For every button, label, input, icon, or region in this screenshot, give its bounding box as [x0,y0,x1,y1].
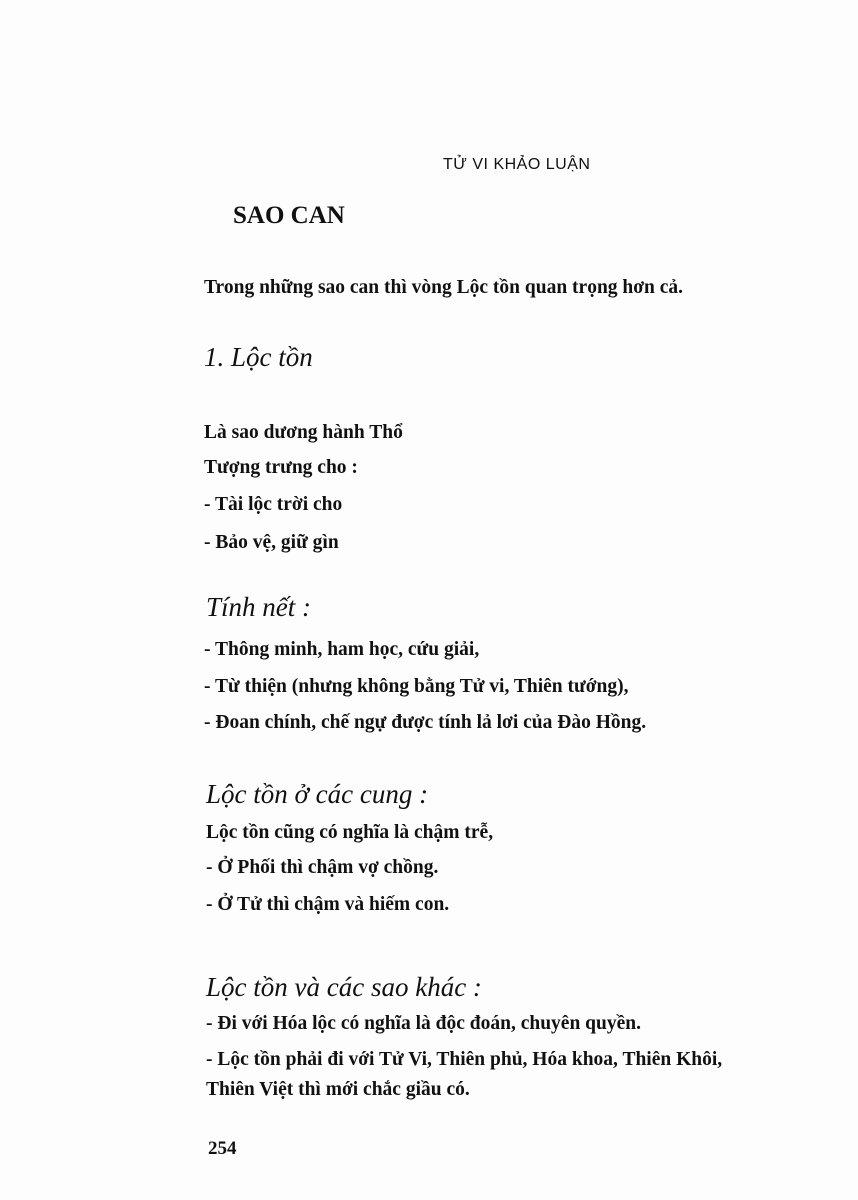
section-heading: Lộc tồn ở các cung : [206,779,429,809]
chapter-title: SAO CAN [233,202,345,229]
text-line: - Ở Tử thì chậm và hiếm con. [206,894,450,915]
text-line: - Từ thiện (nhưng không bằng Tử vi, Thiên tướng), [204,676,629,697]
text-line: Tượng trưng cho : [204,457,358,478]
section-heading: 1. Lộc tồn [204,342,313,372]
section-heading: Lộc tồn và các sao khác : [206,972,482,1002]
text-line: - Thông minh, ham học, cứu giải, [204,639,480,660]
text-line: Thiên Việt thì mới chắc giầu có. [206,1079,470,1100]
text-line: - Lộc tồn phải đi với Tử Vi, Thiên phủ, Hóa khoa, Thiên Khôi, [206,1049,723,1070]
text-line: - Tài lộc trời cho [204,494,343,515]
text-line: - Ở Phối thì chậm vợ chồng. [206,857,439,878]
text-line: Là sao dương hành Thổ [204,422,403,443]
text-line: Lộc tồn cũng có nghĩa là chậm trễ, [206,822,494,843]
intro-paragraph: Trong những sao can thì vòng Lộc tồn quan trọng hơn cả. [204,277,684,298]
section-heading: Tính nết : [206,592,311,622]
page-number: 254 [208,1138,237,1159]
running-header: TỬ VI KHẢO LUẬN [443,156,591,173]
text-line: - Đoan chính, chế ngự được tính lả lơi của Đào Hồng. [204,712,647,733]
text-line: - Bảo vệ, giữ gìn [204,532,339,553]
text-line: - Đi với Hóa lộc có nghĩa là độc đoán, chuyên quyền. [206,1013,641,1034]
